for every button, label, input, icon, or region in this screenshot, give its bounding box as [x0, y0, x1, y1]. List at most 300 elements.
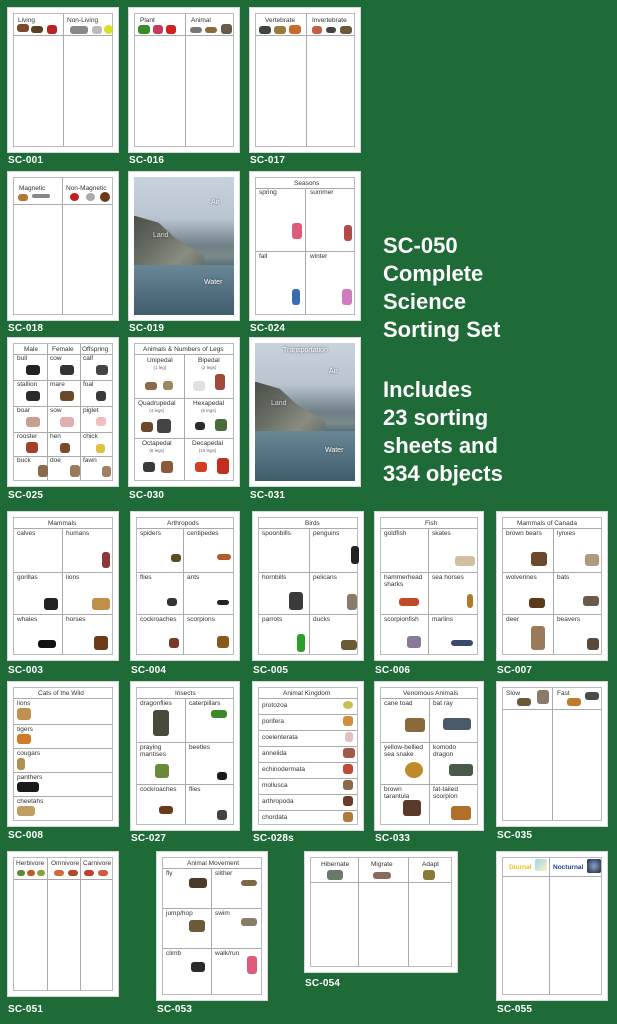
sheet-code: SC-025 [8, 490, 44, 501]
cell-bipedal: Bipedal (2 legs) [198, 357, 220, 370]
stallion-icon [26, 391, 40, 401]
deer-icon [531, 626, 545, 650]
cell-ducks: ducks [313, 616, 330, 623]
sheet-sc019[interactable] [129, 172, 239, 320]
row-divider [259, 572, 357, 573]
header-divider [14, 35, 112, 36]
cell: sow [50, 407, 62, 414]
lettuce-icon [37, 870, 45, 876]
sheet-frame [502, 857, 602, 995]
headline-line: Complete [383, 261, 484, 286]
snake-icon [405, 762, 423, 778]
sheet-code: SC-053 [157, 1004, 193, 1015]
meat-icon [68, 870, 78, 876]
title-divider [259, 698, 357, 699]
shark-icon [399, 598, 419, 606]
sheet-sc016[interactable] [129, 8, 239, 152]
row-divider [381, 784, 477, 785]
cell: calf [83, 355, 94, 362]
column-divider [185, 14, 186, 146]
rooster-icon [26, 442, 38, 453]
col-male: Male [24, 346, 39, 353]
sheet-title: Mammals of Canada [517, 520, 577, 527]
beaver-icon [587, 638, 599, 650]
ray-icon [443, 718, 471, 730]
lizard-icon [191, 962, 205, 972]
cockroach-icon [159, 806, 173, 814]
sheet-sc004[interactable] [131, 512, 239, 660]
sheet-code: SC-024 [250, 323, 286, 334]
sheet-frame [380, 687, 478, 825]
sheet-title: Venomous Animals [403, 690, 459, 697]
column-divider [47, 344, 48, 480]
header-magnetic: Magnetic [19, 185, 46, 192]
row-divider [14, 614, 112, 615]
row-divider [14, 724, 112, 725]
sheet-frame [255, 177, 355, 315]
sheet-code: SC-051 [8, 1004, 44, 1015]
cell-beetles: beetles [189, 744, 210, 751]
cell-hornbills: hornbills [262, 574, 287, 581]
lynx-icon [585, 554, 599, 566]
piglet-icon [96, 417, 106, 426]
frog-icon [189, 920, 205, 932]
row-divider [259, 778, 357, 779]
cougar-icon [17, 758, 25, 770]
sheet-sc031[interactable] [250, 338, 360, 486]
sheet-sc003[interactable] [8, 512, 118, 660]
cell: foal [83, 381, 94, 388]
boar-icon [26, 417, 40, 427]
toad-icon [405, 718, 425, 732]
sheet-frame [502, 517, 602, 655]
header-divider [311, 882, 451, 883]
chick-icon [96, 444, 105, 453]
cell-komodo-dragon: komodo dragon [433, 744, 457, 758]
magnet-icon [18, 194, 28, 201]
sow-icon [60, 417, 74, 427]
steak-icon [84, 870, 94, 876]
horse-icon [141, 422, 153, 432]
winter-child-icon [342, 289, 352, 305]
cell-winter: winter [310, 253, 328, 260]
cell: fawn [83, 457, 97, 464]
cheetah-icon [17, 806, 35, 816]
sheet-code: SC-033 [375, 833, 411, 844]
sheet-sc001[interactable] [8, 8, 118, 152]
bat-icon [189, 878, 207, 888]
row-arthropoda: arthropoda [262, 798, 294, 805]
sheet-title: Animals & Numbers of Legs [143, 346, 224, 353]
row-divider [163, 948, 261, 949]
snake-icon [241, 880, 257, 886]
headline-line: SC-050 [383, 233, 458, 258]
cell-spiders: spiders [140, 530, 161, 537]
ball-icon [104, 25, 113, 34]
cell-climb: climb [166, 950, 182, 957]
row-protozoa: protozoa [262, 702, 288, 709]
title-divider [14, 528, 112, 529]
dog-icon [17, 24, 29, 32]
cow-icon [157, 419, 171, 433]
summer-child-icon [344, 225, 352, 241]
whale-icon [38, 640, 56, 648]
sheet-sc033[interactable] [375, 682, 483, 830]
column-divider [309, 528, 310, 654]
cell: chick [83, 433, 98, 440]
tarantula-icon [403, 800, 421, 816]
marlin-icon [451, 640, 473, 646]
toy-icon [92, 26, 102, 34]
ladybug-icon [70, 193, 79, 201]
komodo-icon [449, 764, 473, 776]
cell-sea-horses: sea horses [432, 574, 464, 581]
header-vertebrate: Vertebrate [265, 17, 295, 24]
column-divider [185, 698, 186, 824]
sheet-sc006[interactable] [375, 512, 483, 660]
cell-penguins: penguins [313, 530, 340, 537]
sheet-sc027[interactable] [131, 682, 239, 830]
row-porifera: porifera [262, 718, 285, 725]
row-divider [14, 796, 112, 797]
air-label: Air [329, 368, 338, 375]
header-hibernate: Hibernate [321, 861, 350, 868]
row-echinodermata: echinodermata [262, 766, 305, 773]
header-divider [135, 35, 233, 36]
column-divider [62, 528, 63, 654]
row-divider [163, 908, 261, 909]
cell-deer: deer [506, 616, 520, 623]
cell-fly: fly [166, 870, 173, 877]
buck-icon [38, 465, 48, 477]
header-living: Living [18, 17, 35, 24]
sheet-sc018[interactable] [8, 172, 118, 320]
sheet-frame [255, 13, 355, 147]
cell: buck [17, 457, 31, 464]
sheet-frame [13, 343, 113, 481]
row-divider [137, 742, 233, 743]
cell-fall: fall [259, 253, 268, 260]
cell-brown-bears: brown bears [506, 530, 542, 537]
sheet-title: Cats of the Wild [38, 690, 84, 697]
turtle-icon [517, 698, 531, 706]
col-offspring: Offspring [82, 346, 109, 353]
starfish-icon [312, 26, 322, 34]
child-icon [247, 956, 257, 974]
header-invertebrate: Invertebrate [312, 17, 347, 24]
cell-octapedal: Octapedal (8 legs) [142, 440, 172, 453]
cell-cockroaches: cockroaches [140, 616, 177, 623]
falcon-icon [585, 692, 599, 700]
sheet-frame [134, 343, 234, 481]
row-divider [381, 614, 477, 615]
column-divider [552, 688, 553, 820]
person-icon [215, 374, 225, 390]
title-divider [259, 528, 357, 529]
row-divider [503, 614, 601, 615]
sheet-sc017[interactable] [250, 8, 360, 152]
doe-icon [70, 465, 80, 477]
gorilla-icon [44, 598, 58, 610]
cell: rooster [17, 433, 38, 440]
snail-icon [343, 780, 353, 790]
turtle-icon [31, 26, 43, 33]
sheet-code: SC-001 [8, 155, 44, 166]
cell-goldfish: goldfish [384, 530, 407, 537]
row-divider [259, 746, 357, 747]
scorpion-icon [451, 806, 471, 820]
sheet-frame [13, 177, 113, 315]
sheet-frame [258, 517, 358, 655]
column-divider [549, 858, 550, 994]
moon-icon [587, 859, 601, 873]
wolverine-icon [529, 598, 545, 608]
sheet-frame [162, 857, 262, 995]
sheet-frame [13, 857, 113, 991]
caterpillar-icon [211, 710, 227, 718]
human-icon [102, 552, 110, 568]
header-plant: Plant [140, 17, 155, 24]
cell-brown-tarantula: brown tarantula [384, 786, 410, 800]
cow-icon [60, 365, 74, 375]
sea-shape [255, 431, 355, 481]
cell-gorillas: gorillas [17, 574, 38, 581]
mantis-icon [155, 764, 169, 778]
crab-icon [195, 462, 207, 472]
pelican-icon [347, 594, 357, 610]
scorpionfish-icon [407, 636, 421, 648]
cell: doe [50, 457, 61, 464]
cell-parrots: parrots [262, 616, 283, 623]
car-icon [70, 26, 88, 34]
sea-shape [134, 265, 234, 315]
sheet-code: SC-055 [497, 1004, 533, 1015]
parrot-icon [297, 634, 305, 652]
row-divider [14, 772, 112, 773]
lizard-icon [274, 26, 286, 34]
headline-line: Science [383, 289, 467, 314]
cell-fat-tailed-scorpion: fat-tailed scorpion [433, 786, 458, 800]
horse-icon [94, 636, 108, 650]
cell-flies: flies [189, 786, 201, 793]
tarantula-icon [161, 461, 173, 473]
header-non-magnetic: Non-Magnetic [66, 185, 107, 192]
cell-scorpionfish: scorpionfish [384, 616, 419, 623]
calf-icon [96, 365, 108, 375]
protozoa-icon [343, 701, 353, 709]
sheet-sc053[interactable] [157, 852, 267, 1000]
skate-icon [455, 556, 475, 566]
row-tigers: tigers [17, 726, 33, 733]
cell-walk-run: walk/run [215, 950, 240, 957]
sheet-sc024[interactable] [250, 172, 360, 320]
hen-icon [60, 443, 70, 453]
bull-icon [26, 365, 40, 375]
hornbill-icon [289, 592, 303, 610]
row-divider [14, 748, 112, 749]
water-label: Water [204, 279, 223, 286]
row-divider [503, 572, 601, 573]
sheet-sc007[interactable] [497, 512, 607, 660]
bird-icon [193, 381, 205, 391]
title-divider [503, 528, 601, 529]
row-divider [137, 572, 233, 573]
bird-icon [259, 26, 271, 34]
sheet-code: SC-030 [129, 490, 165, 501]
cell-spoonbills: spoonbills [262, 530, 291, 537]
bird-icon [190, 27, 202, 33]
mantis-icon [215, 419, 227, 431]
column-divider [80, 858, 81, 990]
sheet-sc054[interactable] [305, 852, 457, 972]
cell: bull [17, 355, 28, 362]
cell-hexapedal: Hexapedal (6 legs) [193, 400, 225, 413]
sheet-title: Birds [305, 520, 320, 527]
cell: mare [50, 381, 65, 388]
cell-jump-hop: jump/hop [166, 910, 193, 917]
sheet-sc035[interactable] [497, 682, 607, 826]
cheetah-icon [567, 698, 581, 706]
cell: cow [50, 355, 62, 362]
row-lions: lions [17, 700, 31, 707]
air-label: Air [211, 199, 220, 206]
header-divider [14, 879, 112, 880]
cell-hammerhead-sharks: hammerhead sharks [384, 574, 423, 588]
landscape-photo [255, 343, 355, 481]
duck-icon [341, 640, 357, 650]
cell-slither: slither [215, 870, 233, 877]
header-slow: Slow [506, 690, 521, 697]
beetle-icon [195, 422, 205, 430]
sheet-frame [502, 687, 602, 821]
fish-icon [205, 27, 217, 33]
col-female: Female [52, 346, 74, 353]
sheet-sc051[interactable] [8, 852, 118, 996]
cell-humans: humans [66, 530, 90, 537]
cell: stallion [17, 381, 38, 388]
includes-block [383, 376, 503, 488]
sheet-frame [13, 13, 113, 147]
row-divider [259, 714, 357, 715]
column-divider [358, 858, 359, 966]
column-divider [428, 528, 429, 654]
cell-whales: whales [17, 616, 38, 623]
header-animal: Animal [191, 17, 211, 24]
sheet-title: Fish [425, 520, 438, 527]
bear-icon [531, 552, 547, 566]
sloth-icon [537, 690, 549, 704]
dragonfly-icon [153, 710, 169, 736]
sheet-title: Arthropods [167, 520, 199, 527]
row-cougars: cougars [17, 750, 41, 757]
cell-beavers: beavers [557, 616, 581, 623]
fish-icon [241, 918, 257, 926]
starfish-icon [343, 764, 353, 774]
beetle-icon [217, 772, 227, 780]
mare-icon [60, 391, 74, 401]
headline-block [383, 232, 500, 344]
row-annelida: annelida [262, 750, 287, 757]
sheet-sc055[interactable] [497, 852, 607, 1000]
sheet-sc028s[interactable] [253, 682, 363, 830]
fox-icon [343, 812, 353, 822]
row-cheetahs: cheetahs [17, 798, 44, 805]
cell-spring: spring [259, 189, 277, 196]
fly-icon [217, 810, 227, 820]
land-label: Land [153, 232, 169, 239]
jellyfish-icon [345, 732, 353, 742]
lion-icon [92, 598, 110, 610]
sheet-code: SC-006 [375, 665, 411, 676]
cell-pelicans: pelicans [313, 574, 337, 581]
row-panthers: panthers [17, 774, 43, 781]
column-divider [80, 344, 81, 480]
tiger-icon [17, 734, 31, 744]
sheet-frame [134, 13, 234, 147]
land-label: Land [271, 400, 287, 407]
panther-icon [17, 782, 39, 792]
header-nocturnal: Nocturnal [553, 864, 584, 871]
cell: boar [17, 407, 31, 414]
sheet-title: Animal Kingdom [283, 690, 331, 697]
header-herbivore: Herbivore [16, 860, 45, 867]
worm-icon [343, 748, 355, 758]
cell: hen [50, 433, 61, 440]
column-divider [63, 14, 64, 146]
coconut-icon [100, 192, 110, 202]
food-icon [54, 870, 64, 876]
cell-caterpillars: caterpillars [189, 700, 221, 707]
cell-lynxes: lynxes [557, 530, 576, 537]
spider-icon [171, 554, 181, 562]
row-divider [135, 438, 233, 439]
header-divider [503, 709, 601, 710]
bear-den-icon [327, 870, 343, 880]
column-divider [62, 178, 63, 314]
chameleon-icon [423, 870, 435, 880]
cockroach-icon [169, 638, 179, 648]
seahorse-icon [467, 594, 473, 608]
sheet-sc030[interactable] [129, 338, 239, 486]
sheet-sc008[interactable] [8, 682, 118, 826]
sheet-sc025[interactable] [8, 338, 118, 486]
ant-icon [326, 27, 336, 33]
header-non-living: Non-Living [67, 17, 99, 24]
water-label: Water [325, 447, 344, 454]
spider-icon [143, 462, 155, 472]
sheet-code: SC-008 [8, 830, 44, 841]
foal-icon [96, 391, 106, 401]
includes-line: sheets and [383, 433, 498, 458]
carrot-icon [27, 870, 35, 876]
cell-dragonflies: dragonflies [140, 700, 172, 707]
row-divider [14, 572, 112, 573]
snail-icon [145, 382, 157, 390]
sheet-frame [310, 857, 452, 967]
header-carnivore: Carnivore [83, 860, 112, 867]
cell-decapedal: Decapedal (10 legs) [192, 440, 224, 453]
cell: piglet [83, 407, 99, 414]
row-mollusca: mollusca [262, 782, 288, 789]
fall-child-icon [292, 289, 300, 305]
sheet-sc005[interactable] [253, 512, 363, 660]
column-divider [553, 528, 554, 654]
dog-icon [221, 24, 232, 34]
cell-wolverines: wolverines [506, 574, 537, 581]
header-adapt: Adapt [422, 861, 439, 868]
row-divider [259, 730, 357, 731]
sheet-frame [136, 517, 234, 655]
